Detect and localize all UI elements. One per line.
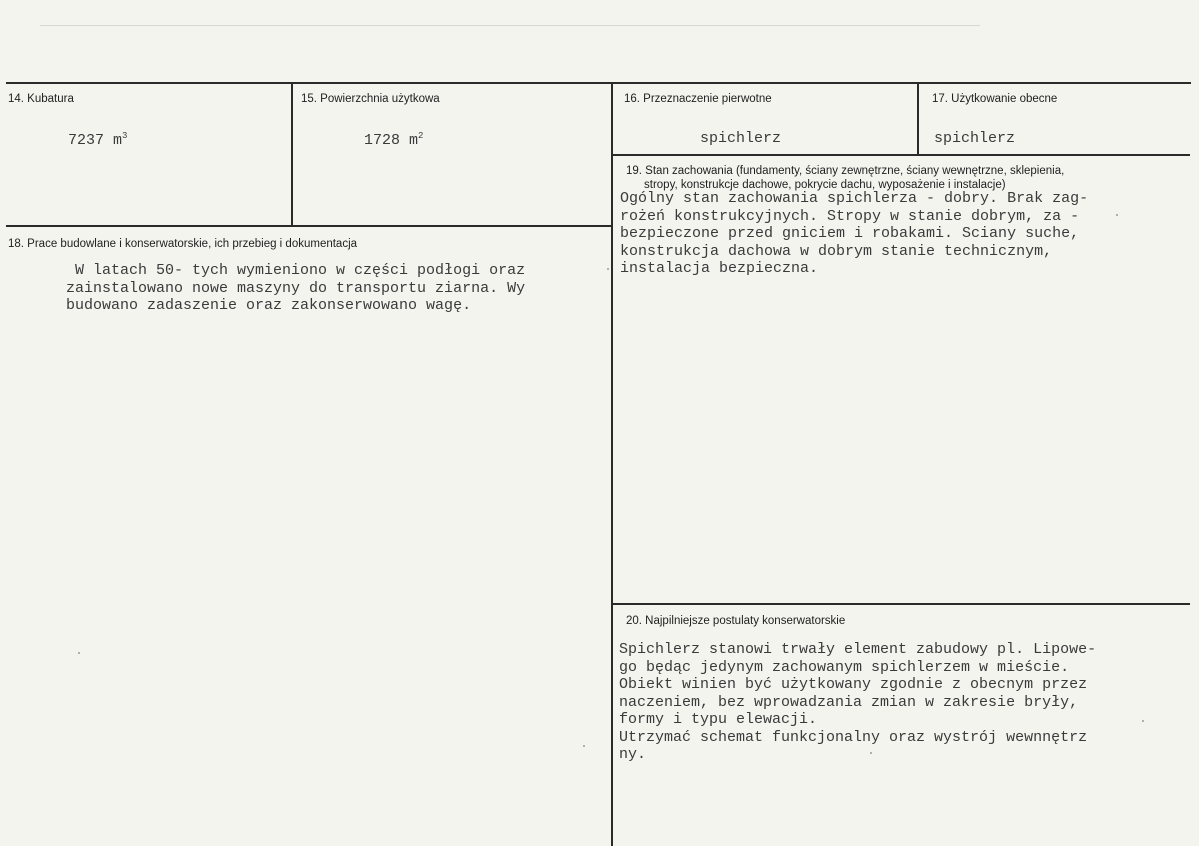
rule-under-14-15 [6,225,612,227]
rule-under-16-17 [613,154,1190,156]
top-rule [6,82,1191,84]
paper-speck [583,745,585,747]
field-20-line: Obiekt winien być użytkowany zgodnie z obecnym przez [619,676,1088,693]
field-18-text [66,262,525,315]
field-20-line: Utrzymać schemat funkcjonalny oraz wystrój wewnnętrz [619,728,1088,746]
field-19-line: konstrukcja dachowa w dobrym stanie technicznym, [620,242,1053,260]
field-20-line: Spichlerz stanowi trwały element zabudowy pl. Lipowe- [619,641,1097,658]
field-19-line: bezpieczone przed gniciem i robakami. Sciany suche, [620,225,1080,242]
field-14-value: 7237 $m^3$ [68,131,128,149]
faint-top-rule [40,25,980,26]
divider-14-15 [291,82,293,226]
field-16-value: spichlerz [700,130,782,147]
paper-speck [870,752,872,754]
field-20-label: 20. Najpilniejsze postulaty konserwatorskie [626,615,846,627]
field-19-line: rożeń konstrukcyjnych. Stropy w stanie dobrym, za - [620,207,1080,225]
field-16-label: 16. Przeznaczenie pierwotne [624,93,772,105]
field-20-line: naczeniem, bez wprowadzania zmian w zakresie bryły, [619,693,1079,711]
field-15-label: 15. Powierzchnia użytkowa [301,93,440,105]
field-20-line: go będąc jedynym zachowanym spichlerzem w mieście. [619,658,1070,676]
field-19-line: instalacja bezpieczna. [620,260,819,277]
field-20-text [619,641,1096,764]
field-18-line: zainstalowano nowe maszyny do transportu ziarna. Wy [66,279,526,297]
field-19-label: 19. Stan zachowania (fundamenty, ściany zewnętrzne, ściany wewnętrzne, sklepienia, stropy, konstrukcje dachowe, pokrycie dachu, wyposażenie i instalacje) [626,165,1065,191]
paper-speck [607,268,609,270]
paper-speck [1116,214,1118,216]
field-17-label: 17. Użytkowanie obecne [932,93,1058,105]
divider-16-17 [917,82,919,154]
paper-speck [1142,720,1144,722]
field-19-line: Ogólny stan zachowania spichlerza - dobry. Brak zag- [620,190,1089,207]
rule-above-20 [613,603,1190,605]
field-17-value: spichlerz [934,130,1016,147]
field-19-text [620,190,1088,278]
field-20-line: ny. [619,746,647,763]
field-18-line: W latach 50- tych wymieniono w części podłogi oraz [66,262,526,279]
field-15-value: 1728 $m^2$ [364,131,424,149]
field-18-line: budowano zadaszenie oraz zakonserwowano wagę. [66,297,472,314]
field-18-label: 18. Prace budowlane i konserwatorskie, ich przebieg i dokumentacja [8,238,358,250]
field-14-label: 14. Kubatura [8,93,74,105]
paper-speck [78,652,80,654]
field-20-line: formy i typu elewacji. [619,711,818,728]
divider-main [611,82,613,846]
